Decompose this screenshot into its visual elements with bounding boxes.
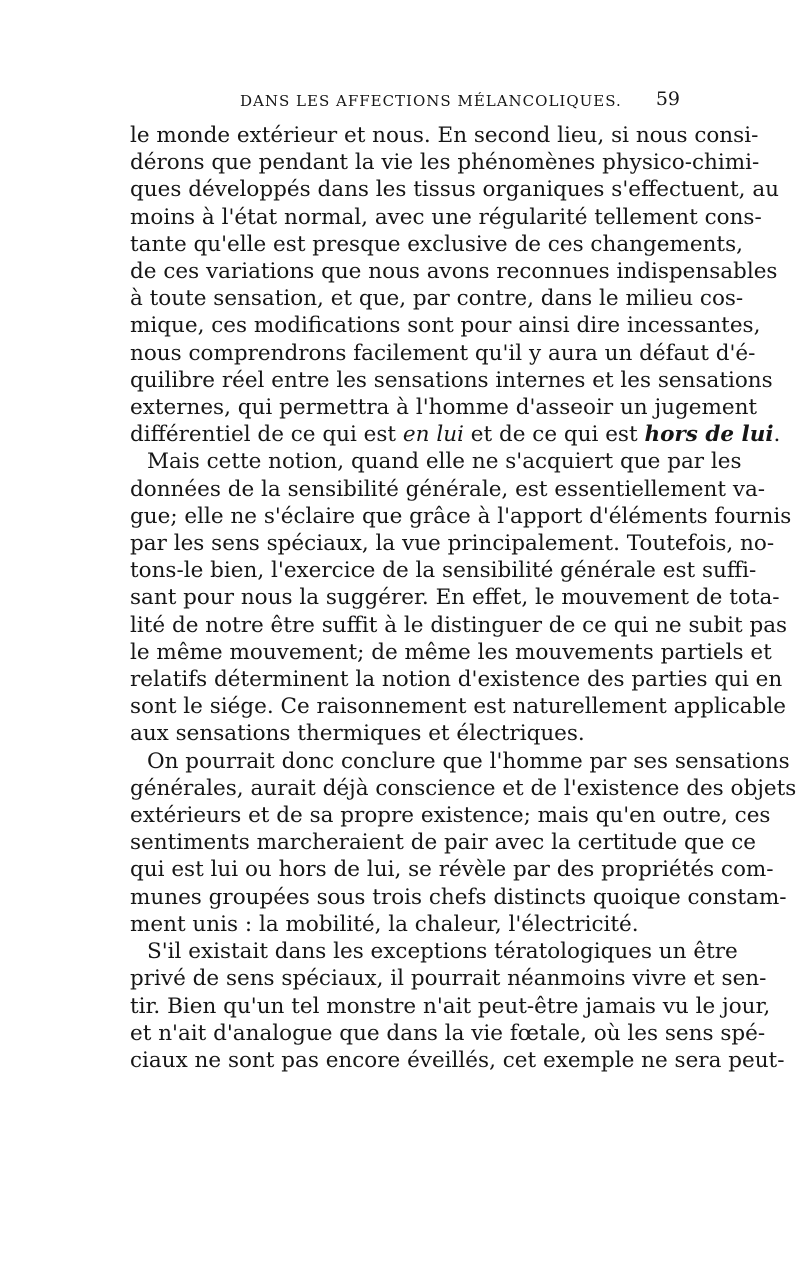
text-line: le monde extérieur et nous. En second lieu, si nous consi- <box>130 123 759 148</box>
text-line: Mais cette notion, quand elle ne s'acquiert que par les <box>147 449 742 475</box>
text-line: quilibre réel entre les sensations internes et les sensations <box>130 367 773 393</box>
text-line: S'il existait dans les exceptions tératologiques un être <box>147 939 738 965</box>
text-line: générales, aurait déjà conscience et de l'existence des objets <box>130 775 797 801</box>
text-line: On pourrait donc conclure que l'homme par ses sensations <box>147 748 790 774</box>
text-line: à toute sensation, et que, par contre, dans le milieu cos- <box>130 286 744 312</box>
text-line: externes, qui permettra à l'homme d'asseoir un jugement <box>130 395 758 421</box>
text-line: dérons que pendant la vie les phénomènes physico-chimi- <box>130 150 760 176</box>
text-line: de ces variations que nous avons reconnues indispensables <box>130 259 778 285</box>
text-line: privé de sens spéciaux, il pourrait néanmoins vivre et sen- <box>130 966 767 992</box>
text-segment: . <box>773 422 781 448</box>
text-line: ment unis : la mobilité, la chaleur, l'électricité. <box>130 911 639 937</box>
text-line: données de la sensibilité générale, est essentiellement va- <box>130 476 766 502</box>
paragraph <box>130 938 785 1074</box>
text-line: tons-le bien, l'exercice de la sensibilité générale est suffi- <box>130 558 757 584</box>
text-segment: et de ce qui est <box>463 422 645 448</box>
text-line: munes groupées sous trois chefs distincts quoique constam- <box>130 884 787 910</box>
paragraph <box>130 448 792 747</box>
text-line: le même mouvement; de même les mouvements partiels et <box>130 639 772 665</box>
text-line: extérieurs et de sa propre existence; mais qu'en outre, ces <box>130 803 771 829</box>
text-line: sant pour nous la suggérer. En effet, le mouvement de tota- <box>130 585 780 611</box>
text-line: ques développés dans les tissus organiques s'effectuent, au <box>130 177 780 203</box>
text-line: relatifs déterminent la notion d'existence des parties qui en <box>130 667 783 693</box>
running-title: DANS LES AFFECTIONS MÉLANCOLIQUES. <box>240 92 622 110</box>
body-text <box>130 122 797 1074</box>
page-header <box>130 88 680 118</box>
emphasis-text: hors de lui <box>644 422 774 448</box>
text-line: lité de notre être suffit à le distinguer de ce qui ne subit pas <box>130 612 788 638</box>
text-line: sentiments marcheraient de pair avec la certitude que ce <box>130 830 756 856</box>
text-line: tante qu'elle est presque exclusive de ces changements, <box>130 231 743 257</box>
text-line <box>130 421 781 448</box>
paragraph <box>130 122 781 448</box>
page-number: 59 <box>655 88 680 110</box>
text-line: et n'ait d'analogue que dans la vie fœtale, où les sens spé- <box>130 1020 766 1046</box>
text-segment: différentiel de ce qui est <box>130 422 403 448</box>
text-line: qui est lui ou hors de lui, se révèle par des propriétés com- <box>130 857 774 883</box>
text-line: tir. Bien qu'un tel monstre n'ait peut-être jamais vu le jour, <box>130 993 771 1019</box>
text-line: sont le siége. Ce raisonnement est naturellement applicable <box>130 694 786 720</box>
text-line: par les sens spéciaux, la vue principalement. Toutefois, no- <box>130 531 775 557</box>
text-line: mique, ces modifications sont pour ainsi dire incessantes, <box>130 313 761 339</box>
text-line: ciaux ne sont pas encore éveillés, cet exemple ne sera peut- <box>130 1047 785 1073</box>
paragraph <box>130 748 797 938</box>
emphasis-text: en lui <box>402 422 464 448</box>
text-line: nous comprendrons facilement qu'il y aura un défaut d'é- <box>130 340 756 366</box>
text-line: gue; elle ne s'éclaire que grâce à l'apport d'éléments fournis <box>130 503 792 529</box>
text-line: aux sensations thermiques et électriques. <box>130 721 585 747</box>
text-line: moins à l'état normal, avec une régularité tellement cons- <box>130 204 762 230</box>
